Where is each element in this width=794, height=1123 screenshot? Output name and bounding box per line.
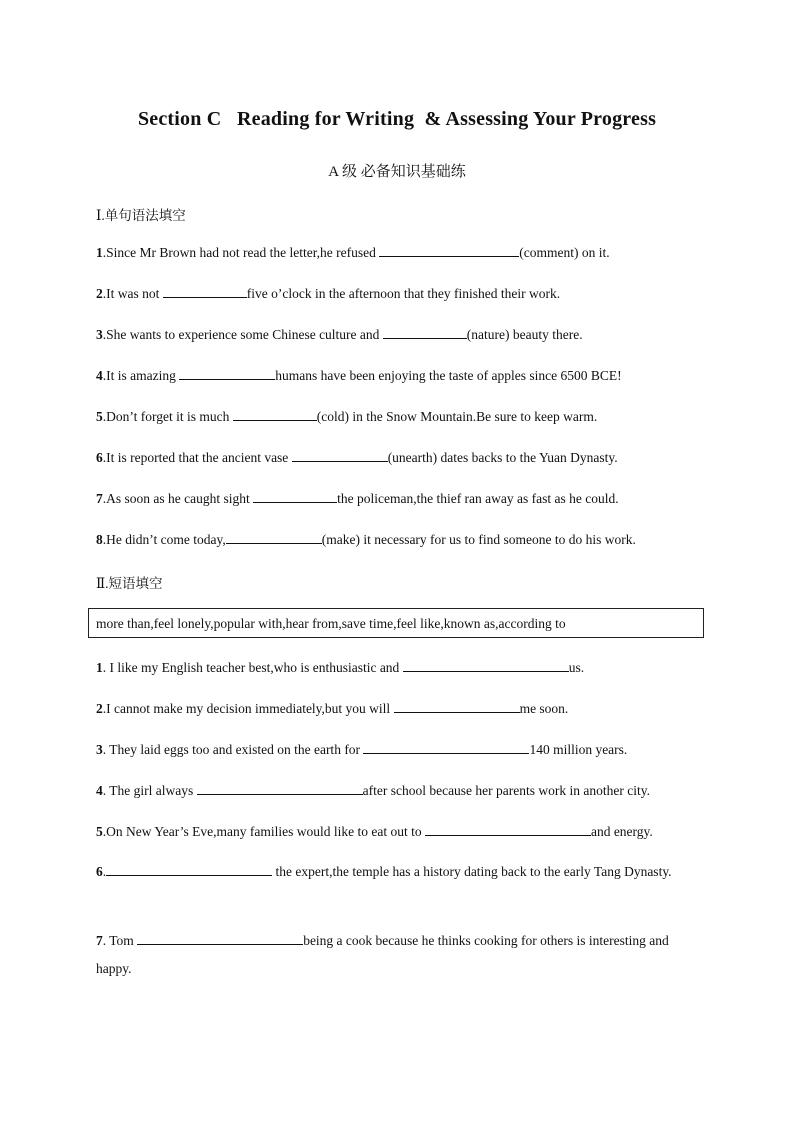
question-text-before: . The girl always <box>102 783 197 798</box>
answer-blank[interactable] <box>253 488 337 503</box>
question-text-before: .It is reported that the ancient vase <box>102 450 292 465</box>
question-text-before: . <box>102 864 107 879</box>
section-heading-grammar: Ⅰ.单句语法填空 <box>96 208 186 223</box>
grammar-question-5 <box>96 403 706 431</box>
question-text-after: five o’clock in the afternoon that they finished their work. <box>246 286 561 301</box>
question-text-after: (unearth) dates backs to the Yuan Dynasty. <box>387 450 618 465</box>
question-text-before: .Since Mr Brown had not read the letter,he refused <box>102 245 380 260</box>
question-text-before: . Tom <box>102 933 138 948</box>
phrase-question-4 <box>96 777 706 805</box>
answer-blank[interactable] <box>137 930 303 945</box>
phrase-question-3 <box>96 736 706 764</box>
question-text-before: .It is amazing <box>102 368 180 383</box>
question-text-after: after school because her parents work in another city. <box>362 783 650 798</box>
answer-blank[interactable] <box>163 283 247 298</box>
question-text-after: us. <box>568 660 585 675</box>
question-number: 1 <box>96 660 103 675</box>
grammar-question-6 <box>96 444 706 472</box>
phrase-question-5 <box>96 818 706 846</box>
question-text-after: the expert,the temple has a history dating back to the early Tang Dynasty. <box>272 864 672 879</box>
question-text-before: .It was not <box>102 286 163 301</box>
question-number: 6 <box>96 864 103 879</box>
section-heading-phrases: Ⅱ.短语填空 <box>96 576 163 591</box>
question-text-after: being a cook because he thinks cooking for others is interesting and happy. <box>96 933 669 976</box>
answer-blank[interactable] <box>425 821 591 836</box>
question-number: 5 <box>96 824 103 839</box>
answer-blank[interactable] <box>226 529 322 544</box>
question-text-before: . They laid eggs too and existed on the earth for <box>102 742 364 757</box>
question-number: 2 <box>96 286 103 301</box>
page-subtitle: A 级 必备知识基础练 <box>328 164 466 180</box>
grammar-question-3 <box>96 321 706 349</box>
phrase-question-6 <box>96 858 706 886</box>
question-number: 2 <box>96 701 103 716</box>
grammar-question-8 <box>96 526 706 554</box>
question-number: 7 <box>96 491 103 506</box>
question-number: 3 <box>96 742 103 757</box>
grammar-question-1 <box>96 239 706 267</box>
answer-blank[interactable] <box>363 739 529 754</box>
question-number: 4 <box>96 368 103 383</box>
answer-blank[interactable] <box>394 698 520 713</box>
question-number: 8 <box>96 532 103 547</box>
question-text-before: .She wants to experience some Chinese culture and <box>102 327 383 342</box>
phrase-word-box: more than,feel lonely,popular with,hear from,save time,feel like,known as,according to <box>88 608 704 638</box>
question-text-before: .He didn’t come today, <box>102 532 226 547</box>
question-text-after: (nature) beauty there. <box>466 327 583 342</box>
question-text-before: .On New Year’s Eve,many families would like to eat out to <box>102 824 425 839</box>
answer-blank[interactable] <box>233 406 317 421</box>
phrase-question-7 <box>96 927 706 983</box>
question-text-after: humans have been enjoying the taste of apples since 6500 BCE! <box>275 368 622 383</box>
answer-blank[interactable] <box>379 242 519 257</box>
phrase-question-1 <box>96 654 706 682</box>
phrase-question-2 <box>96 695 706 723</box>
question-text-after: (make) it necessary for us to find someone to do his work. <box>321 532 636 547</box>
question-text-after: the policeman,the thief ran away as fast as he could. <box>337 491 619 506</box>
answer-blank[interactable] <box>403 657 569 672</box>
answer-blank[interactable] <box>179 365 275 380</box>
question-number: 7 <box>96 933 103 948</box>
answer-blank[interactable] <box>106 861 272 876</box>
grammar-question-4 <box>96 362 706 390</box>
question-text-after: (cold) in the Snow Mountain.Be sure to keep warm. <box>316 409 598 424</box>
question-text-after: me soon. <box>519 701 569 716</box>
question-text-before: .Don’t forget it is much <box>102 409 233 424</box>
question-text-before: .I cannot make my decision immediately,but you will <box>102 701 394 716</box>
question-number: 5 <box>96 409 103 424</box>
question-number: 1 <box>96 245 103 260</box>
question-number: 6 <box>96 450 103 465</box>
question-number: 4 <box>96 783 103 798</box>
grammar-question-2 <box>96 280 706 308</box>
page-title: Section C Reading for Writing & Assessing Your Progress <box>137 108 657 130</box>
question-text-after: 140 million years. <box>529 742 628 757</box>
answer-blank[interactable] <box>292 447 388 462</box>
question-text-after: and energy. <box>590 824 653 839</box>
grammar-question-7 <box>96 485 706 513</box>
answer-blank[interactable] <box>197 780 363 795</box>
question-text-after: (comment) on it. <box>519 245 610 260</box>
question-text-before: .As soon as he caught sight <box>102 491 254 506</box>
answer-blank[interactable] <box>383 324 467 339</box>
question-number: 3 <box>96 327 103 342</box>
question-text-before: . I like my English teacher best,who is enthusiastic and <box>102 660 403 675</box>
